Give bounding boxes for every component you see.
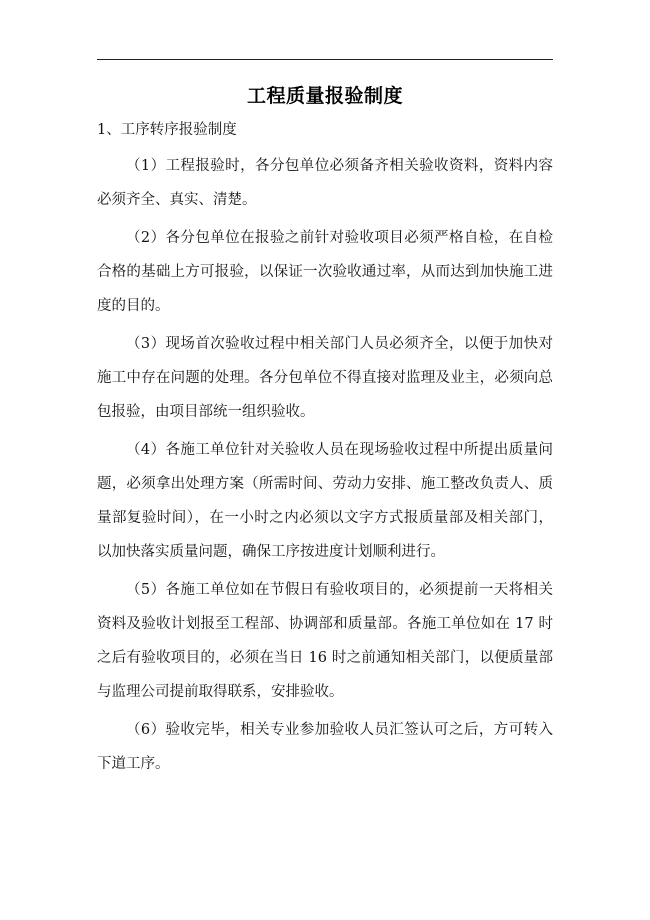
paragraph-text: 验收完毕，相关专业参加验收人员汇签认可之后，方可转入下道工序。 — [97, 722, 554, 772]
document-title: 工程质量报验制度 — [246, 85, 403, 107]
header-rule — [97, 59, 553, 60]
paragraph-3 — [97, 327, 553, 429]
paragraph-text: 各分包单位在报验之前针对验收项目必须严格自检，在自检合格的基础上方可报验，以保证一次验收通过率，从而达到加快施工进度的目的。 — [97, 230, 554, 314]
paragraph-text: 现场首次验收过程中相关部门人员必须齐全，以便于加快对施工中存在问题的处理。各分包单位不得直接对监理及业主，必须向总包报验，由项目部统一组织验收。 — [97, 336, 554, 420]
paragraph-5 — [97, 573, 553, 709]
paragraph-number: （3） — [126, 336, 166, 352]
section-heading: 1、工序转序报验制度 — [97, 122, 237, 138]
paragraph-number: （1） — [126, 158, 166, 174]
paragraph-4 — [97, 433, 553, 569]
paragraph-text: 各施工单位针对关验收人员在现场验收过程中所提出质量问题，必须拿出处理方案（所需时间、劳动力安排、施工整改负责人、质量部复验时间），在一小时之内必须以文字方式报质量部及相关部门，以加快落实质量问题，确保工序按进度计划顺利进行。 — [97, 442, 554, 560]
paragraph-text: 工程报验时，各分包单位必须备齐相关验收资料，资料内容必须齐全、真实、清楚。 — [97, 158, 554, 208]
paragraph-1 — [97, 149, 553, 217]
paragraph-number: （6） — [126, 722, 166, 738]
paragraph-number: （2） — [126, 230, 166, 246]
paragraph-text: 各施工单位如在节假日有验收项目的，必须提前一天将相关资料及验收计划报至工程部、协调部和质量部。各施工单位如在 17 时之后有验收项目的，必须在当日 16 时之前通知相关部门，以便质量部与监理公司提前取得联系，安排验收。 — [97, 582, 554, 700]
paragraph-6 — [97, 713, 553, 781]
paragraph-2 — [97, 221, 553, 323]
document-body — [97, 149, 553, 785]
paragraph-number: （5） — [126, 582, 166, 598]
paragraph-number: （4） — [126, 442, 166, 458]
